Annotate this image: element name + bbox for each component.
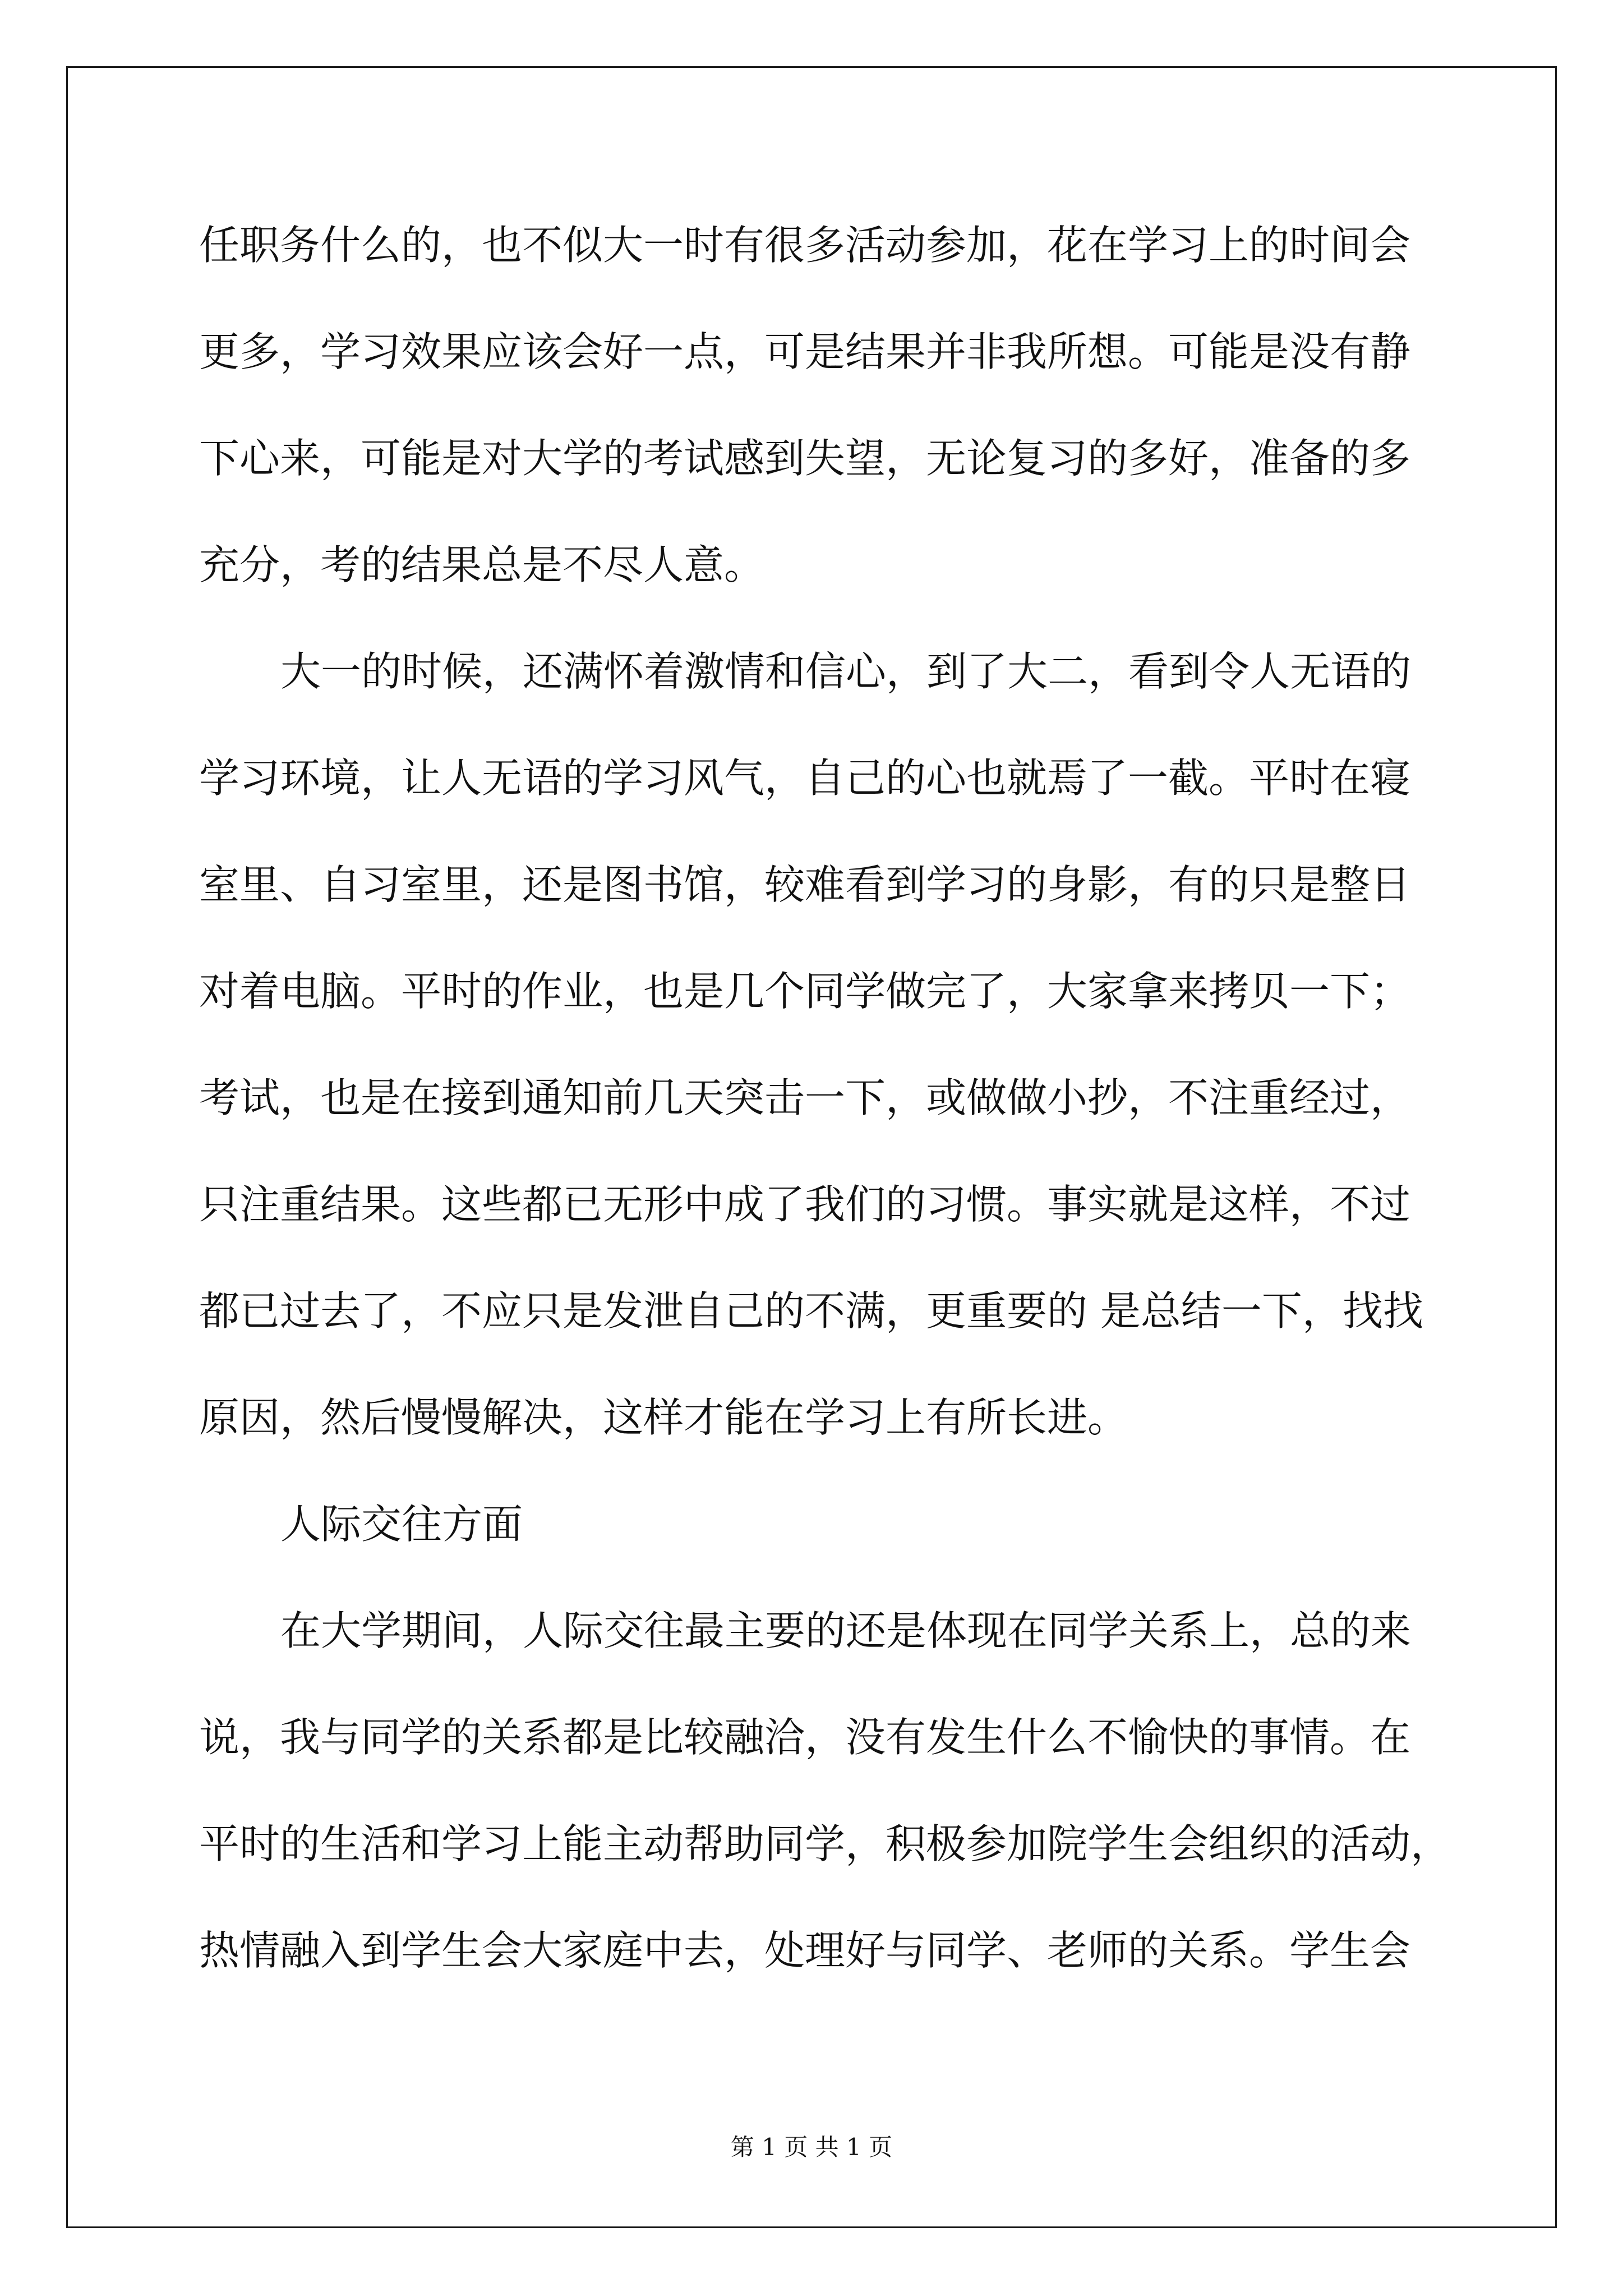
text-line-content: 说，我与同学的关系都是比较融洽，没有发生什么不愉快的事情。在 bbox=[199, 1714, 1411, 1761]
page-footer: 第 1 页 共 1 页 bbox=[730, 2133, 893, 2161]
section-heading-text: 人际交往方面 bbox=[280, 1501, 523, 1548]
text-line-content: 学习环境，让人无语的学习风气，自己的心也就焉了一截。平时在寝 bbox=[199, 754, 1411, 802]
text-line-content: 热情融入到学生会大家庭中去，处理好与同学、老师的关系。学生会 bbox=[199, 1927, 1411, 1974]
text-line-content: 都已过去了，不应只是发泄自己的不满，更重要的 是总结一下，找找 bbox=[199, 1287, 1423, 1335]
text-line-content: 充分，考的结果总是不尽人意。 bbox=[199, 541, 765, 588]
text-line-content: 更多，学习效果应该会好一点，可是结果并非我所想。可能是没有静 bbox=[199, 328, 1411, 375]
text-line-content: 室里、自习室里，还是图书馆，较难看到学习的身影，有的只是整日 bbox=[199, 861, 1411, 908]
text-line-content: 平时的生活和学习上能主动帮助同学，积极参加院学生会组织的活动， bbox=[199, 1820, 1451, 1867]
text-line-content: 原因，然后慢慢解决，这样才能在学习上有所长进。 bbox=[199, 1394, 1128, 1441]
text-line-content: 只注重结果。这些都已无形中成了我们的习惯。事实就是这样，不过 bbox=[199, 1181, 1411, 1228]
text-line-content: 大一的时候，还满怀着激情和信心，到了大二，看到令人无语的 bbox=[280, 648, 1412, 695]
text-line-content: 对着电脑。平时的作业，也是几个同学做完了，大家拿来拷贝一下； bbox=[199, 968, 1411, 1015]
page-border bbox=[66, 66, 1557, 2228]
text-line-content: 在大学期间，人际交往最主要的还是体现在同学关系上，总的来 bbox=[280, 1607, 1412, 1654]
text-line-content: 下心来，可能是对大学的考试感到失望，无论复习的多好，准备的多 bbox=[199, 435, 1411, 482]
text-line-content: 考试，也是在接到通知前几天突击一下，或做做小抄，不注重经过， bbox=[199, 1074, 1411, 1121]
text-line-content: 任职务什么的，也不似大一时有很多活动参加，花在学习上的时间会 bbox=[199, 222, 1411, 269]
